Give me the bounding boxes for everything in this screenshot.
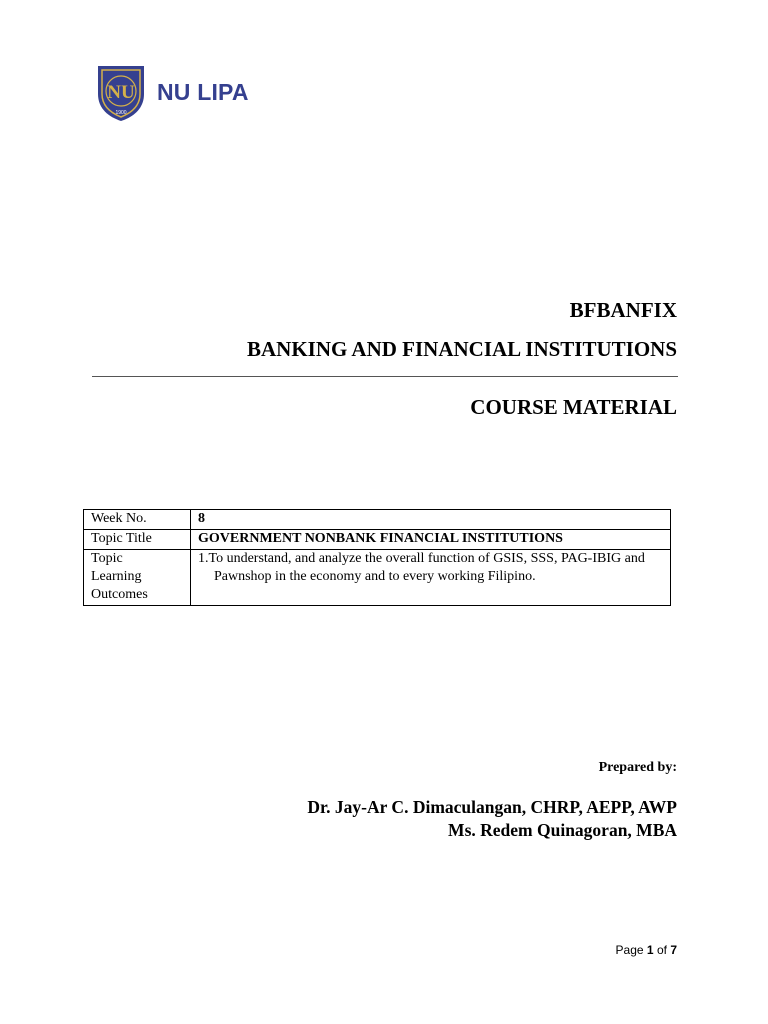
course-title: BANKING AND FINANCIAL INSTITUTIONS — [246, 337, 677, 361]
title-divider — [92, 376, 678, 377]
page-word: Page — [615, 943, 644, 957]
page-number — [616, 943, 677, 957]
nu-seal-icon — [93, 62, 149, 122]
topic-title-label: Topic Title — [84, 530, 191, 550]
total-pages: 7 — [670, 943, 677, 957]
course-material-heading: COURSE MATERIAL — [470, 395, 677, 419]
learning-outcomes-value — [191, 550, 671, 606]
prepared-by-label: Prepared by: — [598, 760, 677, 775]
table-row — [84, 550, 671, 606]
nu-lipa-logo — [93, 62, 249, 122]
seal-year: 1900 — [115, 110, 127, 116]
week-label: Week No. — [84, 510, 191, 530]
course-code: BFBANFIX — [569, 298, 677, 322]
of-word: of — [656, 943, 667, 957]
author-name: Dr. Jay-Ar C. Dimaculangan, CHRP, AEPP, AWP — [307, 797, 677, 817]
topic-title-value: GOVERNMENT NONBANK FINANCIAL INSTITUTIONS — [191, 530, 671, 550]
outcome-item: 1.To understand, and analyze the overall function of GSIS, SSS, PAG-IBIG and Pawnshop in the economy and to every working Filipino. — [198, 551, 645, 584]
label-line: Topic — [91, 551, 123, 566]
table-row — [84, 530, 671, 550]
logo-text: NU LIPA — [157, 78, 249, 105]
current-page: 1 — [646, 943, 654, 957]
label-line: Learning — [91, 569, 142, 584]
seal-monogram: NU — [107, 82, 135, 103]
label-line: Outcomes — [91, 587, 148, 602]
week-value: 8 — [191, 510, 671, 530]
learning-outcomes-label — [84, 550, 191, 606]
course-info-table — [83, 509, 671, 606]
table-row — [84, 510, 671, 530]
author-name: Ms. Redem Quinagoran, MBA — [448, 820, 677, 840]
